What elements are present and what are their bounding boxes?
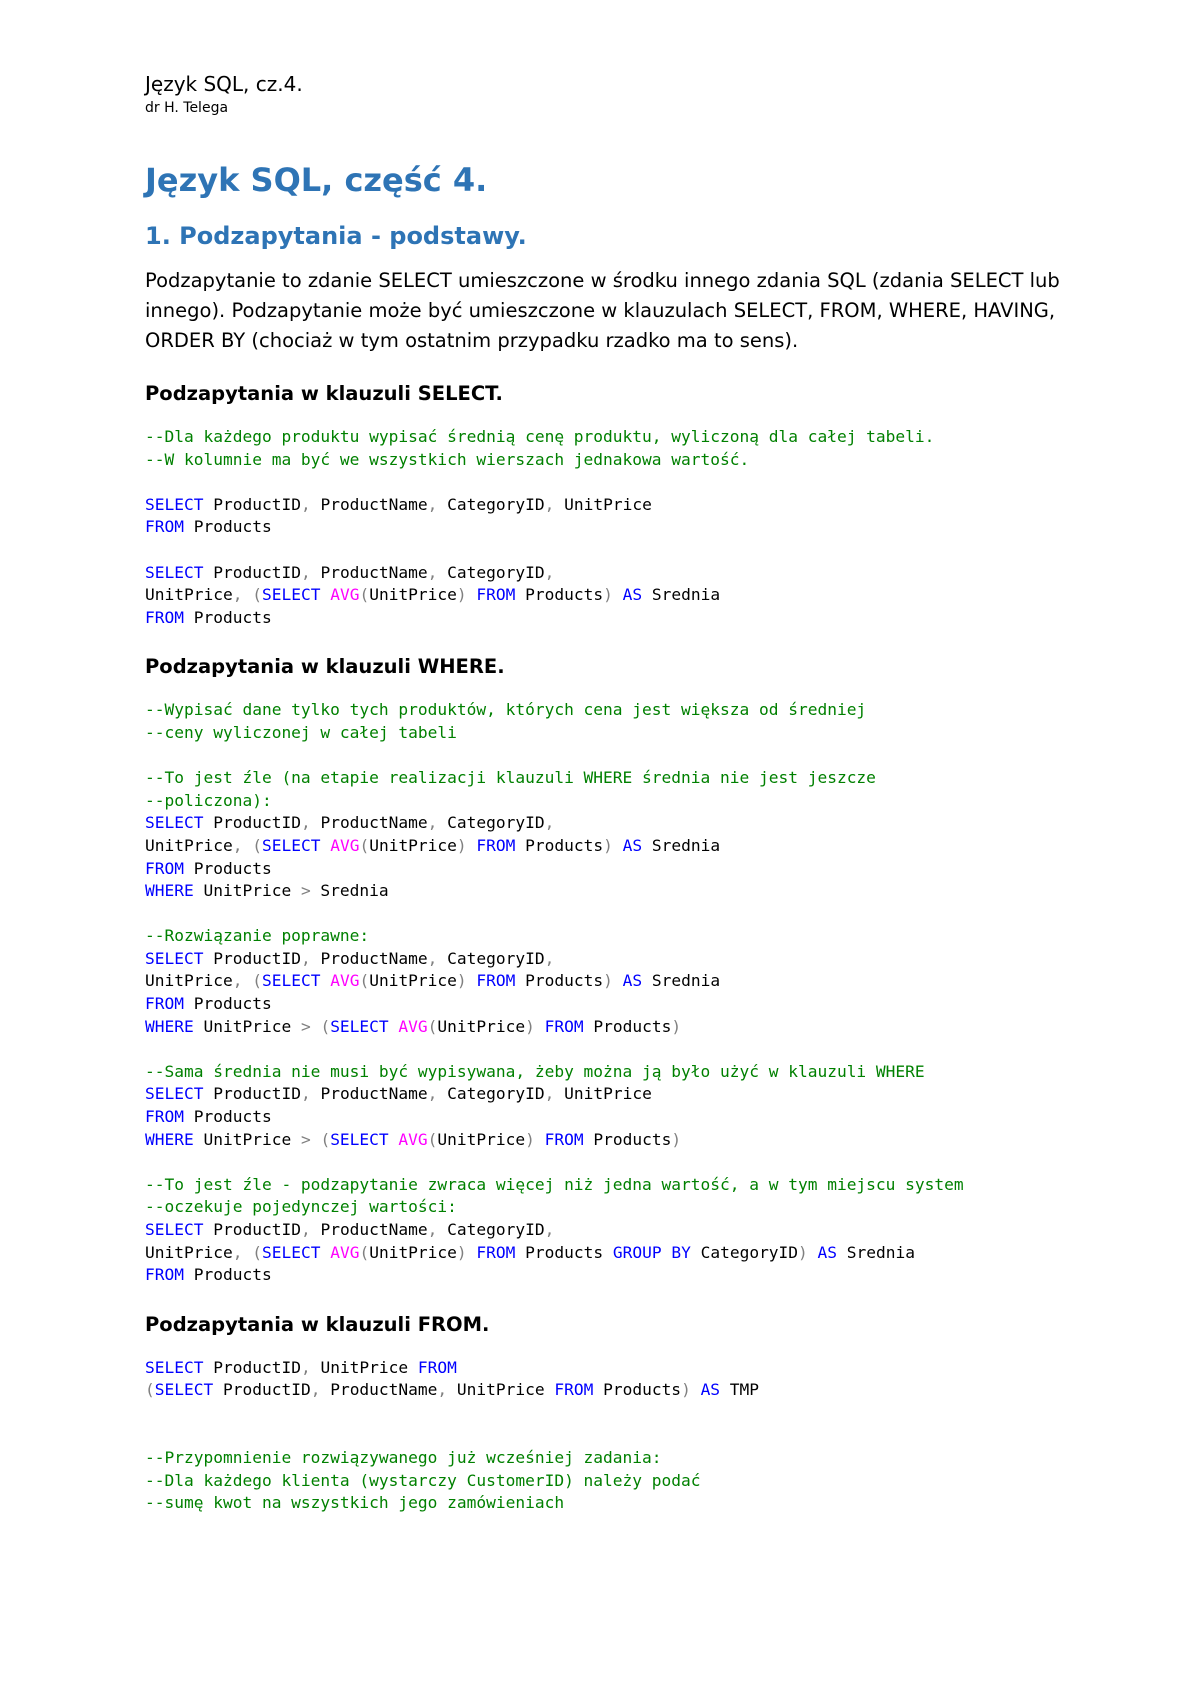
code-keyword: AS	[622, 585, 643, 605]
code-punctuation: ,	[437, 1380, 448, 1400]
code-line	[145, 426, 1105, 449]
code-line	[145, 1129, 1105, 1152]
code-text: Products	[583, 1129, 672, 1149]
code-text: UnitPrice	[437, 1129, 526, 1149]
code-text: Products	[593, 1380, 682, 1400]
code-text	[320, 1243, 330, 1262]
code-punctuation: )	[798, 1242, 808, 1262]
page-header-title: Język SQL, cz.4.	[145, 72, 303, 96]
intro-paragraph: Podzapytanie to zdanie SELECT umieszczone w środku innego zdania SQL (zdania SELECT lub innego). Podzapytanie może być umieszczone w klauzulach SELECT, FROM, WHERE, HAVING, ORDER BY (chociaż w tym ostatnim przypadku rzadko ma to sens).	[145, 269, 1060, 352]
code-line	[145, 607, 1105, 630]
code-text: Srednia	[310, 881, 389, 901]
code-punctuation: )	[525, 1129, 535, 1149]
code-text: CategoryID	[437, 1084, 545, 1104]
code-line	[145, 1061, 1105, 1084]
code-keyword: FROM	[476, 835, 516, 855]
code-line	[145, 1447, 1105, 1470]
code-punctuation: )	[671, 1016, 682, 1036]
code-keyword: WHERE	[145, 1129, 194, 1149]
code-line	[145, 539, 1105, 562]
code-text	[311, 1130, 321, 1149]
code-keyword: SELECT	[330, 1016, 389, 1036]
code-line	[145, 993, 1105, 1016]
code-punctuation: )	[456, 585, 467, 605]
code-keyword: SELECT	[145, 1357, 204, 1377]
code-punctuation: ,	[427, 1084, 438, 1104]
code-line	[145, 1151, 1105, 1174]
code-comment: --oczekuje pojedynczej wartości:	[145, 1197, 457, 1217]
code-punctuation: ,	[232, 971, 243, 991]
code-line	[145, 1196, 1105, 1219]
code-text: ProductName	[310, 948, 428, 968]
code-punctuation: (	[427, 1129, 438, 1149]
code-block-where	[145, 699, 1105, 1286]
code-keyword: WHERE	[145, 881, 194, 901]
code-text: UnitPrice	[369, 1242, 457, 1262]
code-text: CategoryID	[437, 948, 545, 968]
code-text: UnitPrice	[193, 1016, 301, 1036]
code-text: UnitPrice	[145, 1242, 233, 1262]
code-text: ProductID	[203, 948, 301, 968]
code-punctuation: ,	[300, 1357, 311, 1377]
code-function: AVG	[330, 835, 360, 855]
code-text: Products	[183, 858, 272, 878]
code-keyword: AS	[700, 1380, 721, 1400]
code-text	[613, 585, 623, 604]
code-text	[320, 585, 330, 604]
code-punctuation: ,	[427, 1220, 438, 1239]
code-comment: --Dla każdego produktu wypisać średnią cenę produktu, wyliczoną dla całej tabeli.	[145, 427, 935, 446]
code-keyword: FROM	[544, 1016, 584, 1036]
code-line	[145, 903, 1105, 926]
code-text: UnitPrice	[369, 835, 457, 855]
code-punctuation: ,	[544, 1220, 555, 1239]
code-line	[145, 925, 1105, 948]
code-comment: --Rozwiązanie poprawne:	[145, 926, 370, 946]
code-punctuation: ,	[300, 562, 311, 582]
code-text	[389, 1017, 399, 1036]
code-punctuation: ,	[427, 562, 438, 582]
code-line	[145, 835, 1105, 858]
code-punctuation: )	[603, 585, 613, 605]
page-header-author: dr H. Telega	[145, 100, 229, 116]
code-punctuation: )	[603, 835, 613, 855]
code-text: UnitPrice	[193, 1129, 301, 1149]
code-keyword: FROM	[476, 1242, 516, 1262]
code-comment: --ceny wyliczonej w całej tabeli	[145, 722, 457, 742]
code-punctuation: ,	[544, 562, 555, 582]
page-content	[145, 70, 1105, 1515]
code-punctuation: ,	[300, 1084, 311, 1104]
code-text: ProductID	[203, 1084, 301, 1104]
code-text: Srednia	[642, 971, 721, 991]
code-line	[145, 1219, 1105, 1242]
code-keyword: SELECT	[154, 1380, 214, 1400]
code-punctuation: >	[300, 881, 311, 901]
code-line	[145, 1470, 1105, 1493]
code-line	[145, 494, 1105, 517]
code-punctuation: >	[300, 1016, 311, 1036]
code-punctuation: (	[359, 971, 370, 991]
code-line	[145, 745, 1105, 768]
code-text: UnitPrice	[145, 835, 233, 855]
code-text: Srednia	[642, 585, 721, 605]
code-line	[145, 948, 1105, 971]
code-line	[145, 1425, 1105, 1448]
code-keyword: AS	[622, 835, 643, 855]
code-text: UnitPrice	[145, 585, 233, 605]
code-punctuation: (	[359, 835, 370, 855]
code-text	[320, 836, 330, 855]
code-function: AVG	[398, 1016, 428, 1036]
code-text: Srednia	[837, 1242, 916, 1262]
code-line	[145, 1242, 1105, 1265]
code-text: CategoryID	[690, 1242, 799, 1262]
subsection-heading-where: Podzapytania w klauzuli WHERE.	[145, 655, 505, 679]
code-keyword: SELECT	[261, 835, 321, 855]
document-title: Język SQL, część 4.	[145, 161, 488, 199]
code-punctuation: )	[603, 971, 613, 991]
code-text	[467, 585, 477, 604]
code-text: Products	[515, 971, 604, 991]
code-line	[145, 880, 1105, 903]
code-punctuation: (	[252, 971, 262, 991]
code-text	[808, 1243, 818, 1262]
code-block-from	[145, 1357, 1105, 1515]
code-keyword: SELECT	[261, 585, 321, 605]
code-line	[145, 1083, 1105, 1106]
code-text: UnitPrice	[369, 971, 457, 991]
code-text: ProductID	[203, 494, 301, 514]
code-block-select	[145, 426, 1105, 629]
code-text: ProductName	[310, 1084, 428, 1104]
code-keyword: FROM	[145, 1107, 184, 1127]
code-punctuation: ,	[544, 948, 555, 968]
subsection-heading-from: Podzapytania w klauzuli FROM.	[145, 1312, 490, 1336]
code-keyword: SELECT	[145, 1084, 204, 1104]
code-text: TMP	[720, 1380, 760, 1400]
code-line	[145, 790, 1105, 813]
code-text: Products	[183, 1265, 272, 1285]
code-line	[145, 812, 1105, 835]
code-keyword: FROM	[544, 1129, 584, 1149]
code-punctuation: )	[456, 971, 467, 991]
code-punctuation: )	[671, 1129, 682, 1149]
code-text	[535, 1017, 545, 1036]
code-punctuation: )	[681, 1380, 691, 1400]
code-text: ProductID	[203, 1357, 301, 1377]
code-text: UnitPrice	[447, 1380, 555, 1400]
code-keyword: SELECT	[145, 1220, 204, 1239]
code-line	[145, 1264, 1105, 1287]
subsection-heading-select: Podzapytania w klauzuli SELECT.	[145, 382, 503, 405]
code-keyword: SELECT	[261, 971, 321, 991]
code-keyword: SELECT	[145, 562, 204, 582]
code-punctuation: ,	[427, 813, 438, 833]
code-punctuation: >	[300, 1129, 311, 1149]
code-keyword: AS	[622, 971, 643, 991]
code-punctuation: ,	[300, 1220, 311, 1239]
code-line	[145, 1357, 1105, 1380]
code-text: Products	[583, 1016, 672, 1036]
code-line	[145, 516, 1105, 539]
code-line	[145, 1016, 1105, 1039]
code-function: AVG	[330, 971, 360, 991]
code-text: Products	[515, 835, 604, 855]
code-punctuation: ,	[300, 494, 311, 514]
code-comment: --To jest źle (na etapie realizacji klauzuli WHERE średnia nie jest jeszcze	[145, 768, 876, 788]
code-text	[320, 971, 330, 990]
code-line	[145, 858, 1105, 881]
code-text	[242, 1243, 252, 1262]
code-text	[691, 1380, 701, 1399]
section-title: 1. Podzapytania - podstawy.	[145, 222, 527, 250]
code-comment: --policzona):	[145, 790, 272, 810]
code-text	[242, 836, 252, 855]
code-punctuation: ,	[544, 494, 555, 514]
code-line	[145, 699, 1105, 722]
code-punctuation: ,	[300, 813, 311, 833]
code-text	[242, 585, 252, 604]
code-keyword: FROM	[417, 1357, 457, 1377]
code-keyword: SELECT	[145, 948, 204, 968]
code-line	[145, 562, 1105, 585]
code-keyword: SELECT	[330, 1129, 389, 1149]
code-text	[389, 1130, 399, 1149]
code-function: AVG	[330, 1242, 360, 1262]
code-keyword: FROM	[476, 585, 516, 605]
code-text: Products	[515, 1242, 613, 1262]
code-punctuation: ,	[427, 948, 438, 968]
code-line	[145, 584, 1105, 607]
code-text: ProductName	[310, 494, 428, 514]
code-text: UnitPrice	[437, 1016, 526, 1036]
code-comment: --To jest źle - podzapytanie zwraca więcej niż jedna wartość, a w tym miejscu system	[145, 1174, 964, 1194]
code-text: Products	[183, 607, 272, 627]
code-text: CategoryID	[437, 813, 545, 833]
code-text: Products	[183, 994, 272, 1014]
code-text: ProductID	[213, 1380, 311, 1400]
code-text	[613, 836, 623, 855]
code-comment: --W kolumnie ma być we wszystkich wierszach jednakowa wartość.	[145, 449, 750, 469]
code-text	[467, 971, 477, 990]
code-line	[145, 1492, 1105, 1515]
code-punctuation: )	[456, 1242, 467, 1262]
code-text: ProductName	[310, 1220, 428, 1239]
code-keyword: WHERE	[145, 1016, 194, 1036]
code-text: Products	[183, 517, 272, 537]
code-punctuation: ,	[544, 813, 555, 833]
code-punctuation: )	[456, 835, 467, 855]
code-text	[467, 836, 477, 855]
code-keyword: FROM	[476, 971, 516, 991]
code-punctuation: ,	[232, 585, 243, 605]
code-keyword: FROM	[145, 607, 184, 627]
code-keyword: FROM	[554, 1380, 594, 1400]
code-text	[467, 1243, 477, 1262]
code-text: CategoryID	[437, 494, 545, 514]
code-punctuation: (	[320, 1129, 331, 1149]
code-function: AVG	[330, 585, 360, 605]
code-text	[311, 1017, 321, 1036]
code-text: UnitPrice	[145, 971, 233, 991]
code-text: ProductID	[203, 562, 301, 582]
code-text	[613, 971, 623, 990]
code-punctuation: ,	[300, 948, 311, 968]
code-punctuation: (	[320, 1016, 331, 1036]
code-keyword: FROM	[145, 858, 184, 878]
code-comment: --Sama średnia nie musi być wypisywana, żeby można ją było użyć w klauzuli WHERE	[145, 1061, 925, 1081]
code-text: UnitPrice	[369, 585, 457, 605]
code-text	[535, 1130, 545, 1149]
code-punctuation: (	[252, 1242, 262, 1262]
code-text: Products	[183, 1107, 272, 1127]
code-text: UnitPrice	[193, 881, 301, 901]
code-comment: --sumę kwot na wszystkich jego zamówieniach	[145, 1493, 565, 1513]
code-punctuation: (	[252, 585, 262, 605]
code-keyword: SELECT	[145, 494, 204, 514]
code-line	[145, 767, 1105, 790]
code-punctuation: (	[359, 1242, 370, 1262]
code-punctuation: )	[525, 1016, 535, 1036]
code-text: ProductID	[203, 1220, 301, 1239]
code-line	[145, 471, 1105, 494]
code-line	[145, 449, 1105, 472]
code-comment: --Wypisać dane tylko tych produktów, których cena jest większa od średniej	[145, 700, 867, 720]
code-line	[145, 970, 1105, 993]
code-punctuation: (	[427, 1016, 438, 1036]
code-punctuation: ,	[310, 1380, 321, 1400]
code-punctuation: ,	[232, 1242, 243, 1262]
code-keyword: SELECT	[261, 1242, 321, 1262]
code-comment: --Przypomnienie rozwiązywanego już wcześniej zadania:	[145, 1448, 662, 1468]
code-punctuation: ,	[544, 1084, 555, 1104]
code-keyword: AS	[817, 1242, 838, 1262]
code-text: ProductID	[203, 813, 301, 833]
code-line	[145, 1106, 1105, 1129]
code-text: ProductName	[310, 562, 428, 582]
code-text	[242, 971, 252, 990]
code-keyword: FROM	[145, 994, 184, 1014]
code-function: AVG	[398, 1129, 428, 1149]
code-keyword: GROUP BY	[612, 1242, 691, 1262]
code-keyword: FROM	[145, 517, 184, 537]
code-text: Products	[515, 585, 604, 605]
code-text: UnitPrice	[554, 494, 652, 514]
code-text: ProductName	[310, 813, 428, 833]
code-keyword: FROM	[145, 1265, 184, 1285]
code-text: ProductName	[320, 1380, 438, 1400]
code-punctuation: ,	[232, 835, 243, 855]
code-text: CategoryID	[437, 1220, 545, 1239]
code-text: UnitPrice	[554, 1084, 652, 1104]
code-line	[145, 1038, 1105, 1061]
code-keyword: SELECT	[145, 813, 204, 833]
code-punctuation: (	[145, 1380, 155, 1400]
code-line	[145, 1379, 1105, 1402]
code-line	[145, 1174, 1105, 1197]
code-line	[145, 722, 1105, 745]
code-punctuation: ,	[427, 494, 438, 514]
code-comment: --Dla każdego klienta (wystarczy CustomerID) należy podać	[145, 1470, 701, 1490]
code-punctuation: (	[252, 835, 262, 855]
code-text: UnitPrice	[310, 1357, 418, 1377]
code-line	[145, 1402, 1105, 1425]
code-text: CategoryID	[437, 562, 545, 582]
code-text: Srednia	[642, 835, 721, 855]
code-punctuation: (	[359, 585, 370, 605]
